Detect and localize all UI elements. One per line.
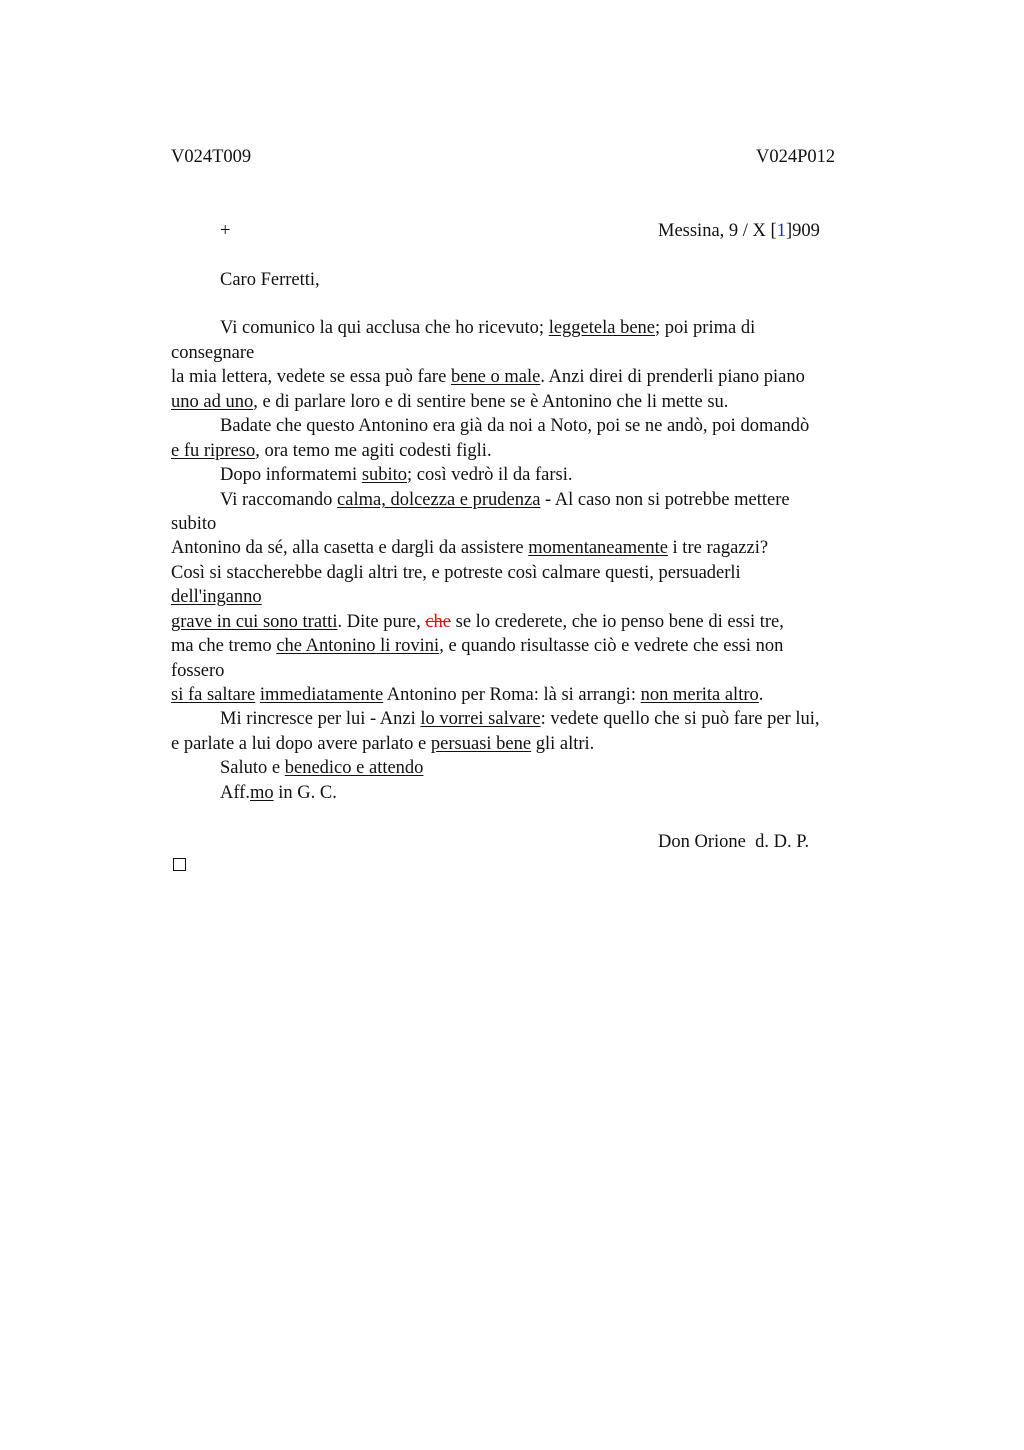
text-line <box>171 685 763 706</box>
text-line <box>220 709 820 730</box>
underlined-text: calma, dolcezza e prudenza <box>337 490 541 510</box>
text-span: : vedete quello che si può fare per lui, <box>540 709 820 729</box>
text-span: - Al caso non si potrebbe mettere <box>540 490 790 510</box>
text-span: e parlate a lui dopo avere parlato e <box>171 734 431 754</box>
editorial-insertion: 1 <box>776 221 786 241</box>
underlined-text: grave in cui sono tratti <box>171 612 338 632</box>
text-span: Saluto e <box>220 758 285 778</box>
text-span: . Dite pure, <box>337 612 426 632</box>
text-line: Badate che questo Antonino era già da noi a Noto, poi se ne andò, poi domandò <box>220 416 810 436</box>
text-span: Antonino per Roma: là si arrangi: <box>383 685 641 705</box>
text-span: i tre ragazzi? <box>667 538 769 558</box>
text-line <box>171 612 784 633</box>
text-span: Mi rincresce per lui - Anzi <box>220 709 421 729</box>
underlined-text: subito <box>361 465 408 485</box>
text-line: consegnare <box>171 343 255 363</box>
underlined-text: non merita altro <box>640 685 759 705</box>
text-span: se lo crederete, che io penso bene di essi tre, <box>451 612 784 632</box>
place-date-part: ]909 <box>785 221 820 241</box>
text-line: Così si staccherebbe dagli altri tre, e potreste così calmare questi, persuaderli <box>171 563 741 583</box>
text-span: . Anzi direi di prenderli piano piano <box>540 367 805 387</box>
place-date <box>658 221 820 242</box>
salutation: Caro Ferretti, <box>220 270 320 290</box>
underlined-text: benedico e attendo <box>284 758 424 778</box>
text-span: Vi raccomando <box>220 490 338 510</box>
text-line <box>171 636 783 657</box>
underlined-text: mo <box>249 783 274 803</box>
place-date-part: Messina, 9 / X [ <box>658 221 777 241</box>
signature: Don Orione d. D. P. <box>658 832 810 852</box>
struck-text: che <box>425 612 452 632</box>
text-span: Dopo informatemi <box>220 465 362 485</box>
underlined-text: momentaneamente <box>528 538 668 558</box>
cross-mark: + <box>220 221 231 241</box>
underlined-text: persuasi bene <box>430 734 532 754</box>
text-line <box>171 392 728 413</box>
underlined-text: uno ad uno <box>171 392 254 412</box>
text-line <box>171 734 594 755</box>
text-line <box>220 490 790 511</box>
text-line <box>220 318 755 339</box>
text-span: . <box>758 685 764 705</box>
text-line <box>171 538 768 559</box>
text-span: Aff. <box>220 783 250 803</box>
text-span: , e quando risultasse ciò e vedrete che essi non <box>439 636 784 656</box>
checkbox-square-icon <box>173 858 186 871</box>
document-code-right: V024P012 <box>756 147 836 167</box>
text-span: Antonino da sé, alla casetta e dargli da assistere <box>171 538 529 558</box>
text-span: Vi comunico la qui acclusa che ho ricevuto; <box>220 318 549 338</box>
underlined-text: dell'inganno <box>171 587 262 607</box>
text-span: ; poi prima di <box>655 318 756 338</box>
text-line <box>171 441 492 462</box>
text-span: ; così vedrò il da farsi. <box>407 465 573 485</box>
text-line: subito <box>171 514 217 534</box>
underlined-text: si fa saltare <box>171 685 256 705</box>
underlined-text: leggetela bene <box>548 318 656 338</box>
text-span: ma che tremo <box>171 636 277 656</box>
text-span: , ora temo me agiti codesti figli. <box>255 441 492 461</box>
underlined-text: immediatamente <box>259 685 384 705</box>
underlined-text: lo vorrei salvare <box>420 709 541 729</box>
text-line <box>171 587 262 608</box>
text-span: gli altri. <box>531 734 595 754</box>
underlined-text: e fu ripreso <box>171 441 256 461</box>
underlined-text: bene o male <box>450 367 541 387</box>
text-line <box>171 367 805 388</box>
text-line <box>220 465 572 486</box>
text-line: fossero <box>171 661 225 681</box>
text-span: la mia lettera, vedete se essa può fare <box>171 367 451 387</box>
text-span: , e di parlare loro e di sentire bene se è Antonino che li mette su. <box>253 392 729 412</box>
text-line <box>220 783 337 804</box>
text-line <box>220 758 423 779</box>
document-code-left: V024T009 <box>171 147 252 167</box>
underlined-text: che Antonino li rovini <box>276 636 440 656</box>
text-span: in G. C. <box>273 783 337 803</box>
